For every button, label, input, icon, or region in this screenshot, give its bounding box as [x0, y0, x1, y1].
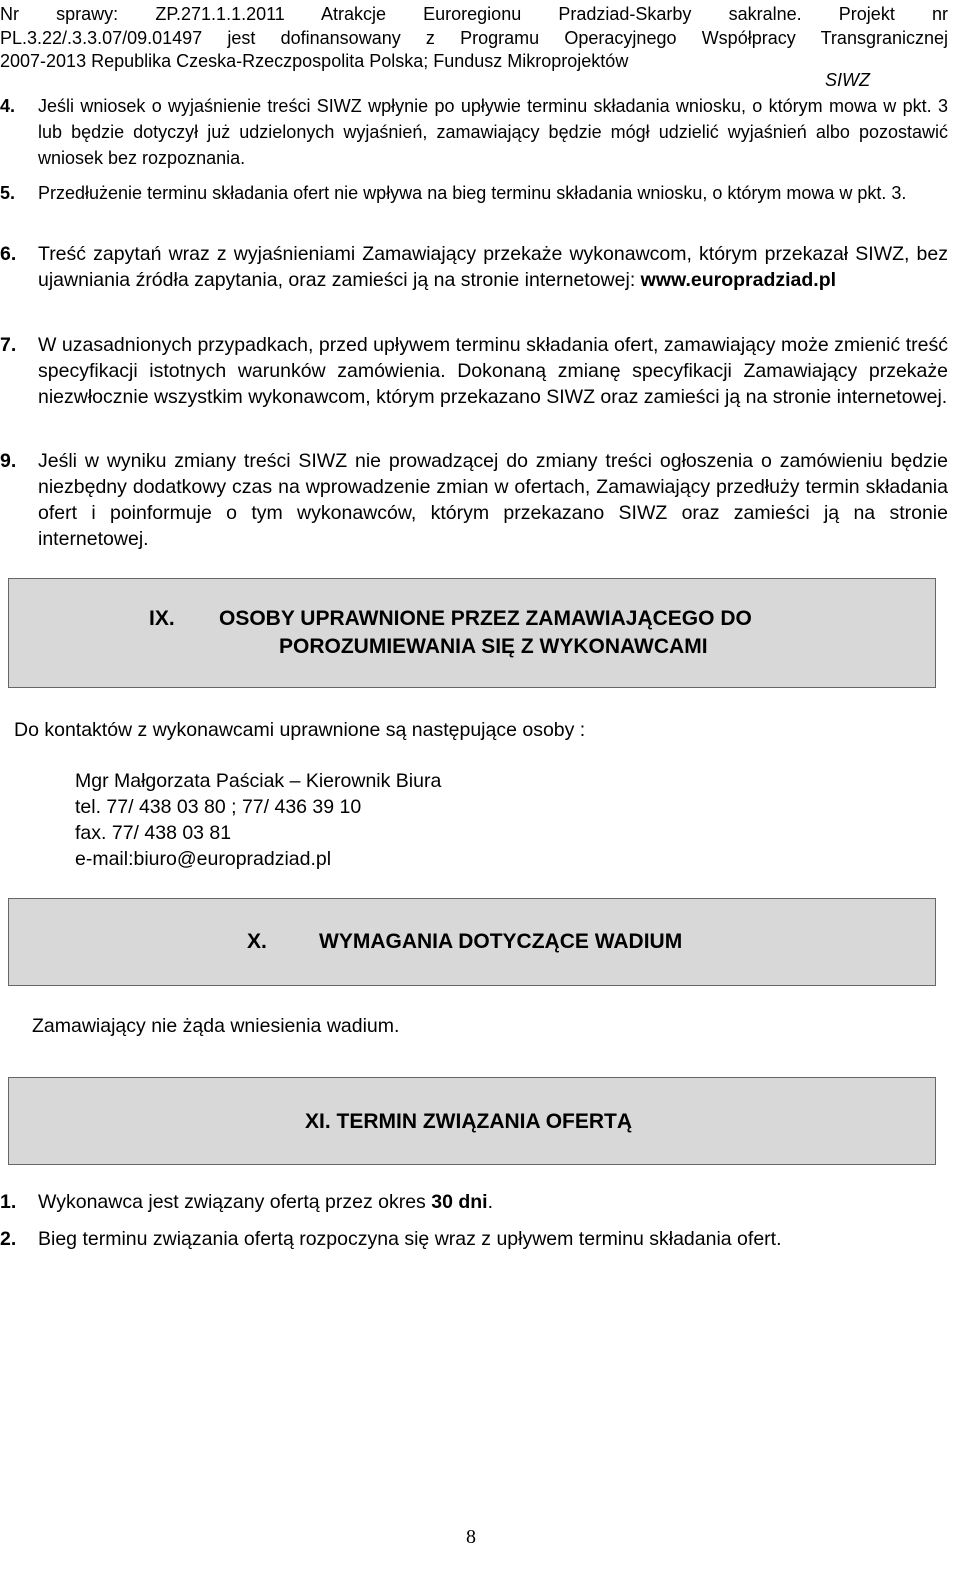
section-x-header: [8, 898, 936, 986]
section-x-numeral: X.: [247, 930, 267, 953]
list-item: [0, 332, 948, 410]
item-text: Treść zapytań wraz z wyjaśnieniami Zamawiający przekaże wykonawcom, którym przekazał SIWZ, bez ujawniania źródła zapytania, oraz zamieści ją na stronie internetowej:: [38, 243, 948, 291]
page-number: 8: [466, 1526, 476, 1548]
item-text: Wykonawca jest związany ofertą przez okres: [38, 1191, 426, 1213]
contacts-intro: Do kontaktów z wykonawcami uprawnione są następujące osoby :: [14, 719, 586, 741]
contact-block: [75, 768, 441, 872]
item-text: Bieg terminu związania ofertą rozpoczyna się wraz z upływem terminu składania ofert.: [38, 1228, 782, 1250]
list-item: [0, 180, 948, 206]
item-number: 1.: [0, 1191, 17, 1213]
section-ix-title-line-1: OSOBY UPRAWNIONE PRZEZ ZAMAWIAJĄCEGO DO: [219, 607, 752, 630]
section-ix-header: [8, 578, 936, 688]
item-number: 2.: [0, 1228, 17, 1250]
item-text: W uzasadnionych przypadkach, przed upływem terminu składania ofert, zamawiający może zmienić treść specyfikacji istotnych warunków zamówienia. Dokonaną zmianę specyfikacji Zamawiający przekaże niezwłocznie wszystkim wykonawcom, którym przekazano SIWZ oraz zamieści ją na stronie internetowej.: [38, 334, 948, 408]
website-link[interactable]: www.europradziad.pl: [640, 269, 837, 291]
list-item: [0, 241, 948, 293]
item-text: Przedłużenie terminu składania ofert nie wpływa na bieg terminu składania wniosku, o którym mowa w pkt. 3.: [38, 183, 907, 203]
item-number: 7.: [0, 334, 17, 356]
list-item: [0, 448, 948, 552]
section-xi-header: [8, 1077, 936, 1165]
item-number: 4.: [0, 96, 16, 116]
document-tag: SIWZ: [825, 70, 870, 90]
list-item: [0, 93, 948, 171]
contact-phone: tel. 77/ 438 03 80 ; 77/ 436 39 10: [75, 796, 362, 818]
contact-name: Mgr Małgorzata Paściak – Kierownik Biura: [75, 770, 442, 792]
section-ix-numeral: IX.: [149, 607, 175, 630]
section-ix-title-line-2: POROZUMIEWANIA SIĘ Z WYKONAWCAMI: [279, 635, 708, 658]
item-number: 5.: [0, 183, 16, 203]
section-xi-title: XI. TERMIN ZWIĄZANIA OFERTĄ: [305, 1110, 633, 1133]
wadium-statement: Zamawiający nie żąda wniesienia wadium.: [32, 1015, 400, 1037]
item-text: Jeśli wniosek o wyjaśnienie treści SIWZ wpłynie po upływie terminu składania wniosku, o którym mowa w pkt. 3 lub będzie dotyczył już udzielonych wyjaśnień, zamawiający będzie mógł udzielić wyjaśnień albo pozostawić wniosek bez rozpoznania.: [38, 96, 948, 168]
list-item: [0, 1189, 493, 1215]
item-number: 9.: [0, 450, 17, 472]
item-text-end: .: [487, 1191, 494, 1213]
header-line-1: Nr sprawy: ZP.271.1.1.2011 Atrakcje Euroregionu Pradziad-Skarby sakralne. Projekt nr: [0, 4, 948, 24]
item-emphasis: 30 dni: [431, 1191, 488, 1213]
header-line-2: PL.3.22/.3.3.07/09.01497 jest dofinansowany z Programu Operacyjnego Współpracy Transgranicznej: [0, 28, 948, 48]
header-line-3: 2007-2013 Republika Czeska-Rzeczpospolita Polska; Fundusz Mikroprojektów: [0, 51, 629, 71]
item-number: 6.: [0, 243, 17, 265]
list-item: [0, 1226, 782, 1252]
contact-email: e-mail:biuro@europradziad.pl: [75, 848, 332, 870]
item-text: Jeśli w wyniku zmiany treści SIWZ nie prowadzącej do zmiany treści ogłoszenia o zamówieniu będzie niezbędny dodatkowy czas na wprowadzenie zmian w ofertach, Zamawiający przedłuży termin składania ofert i poinformuje o tym wykonawców, którym przekazano SIWZ oraz zamieści ją na stronie internetowej.: [38, 450, 948, 550]
section-x-title: WYMAGANIA DOTYCZĄCE WADIUM: [319, 930, 683, 953]
contact-fax: fax. 77/ 438 03 81: [75, 822, 232, 844]
